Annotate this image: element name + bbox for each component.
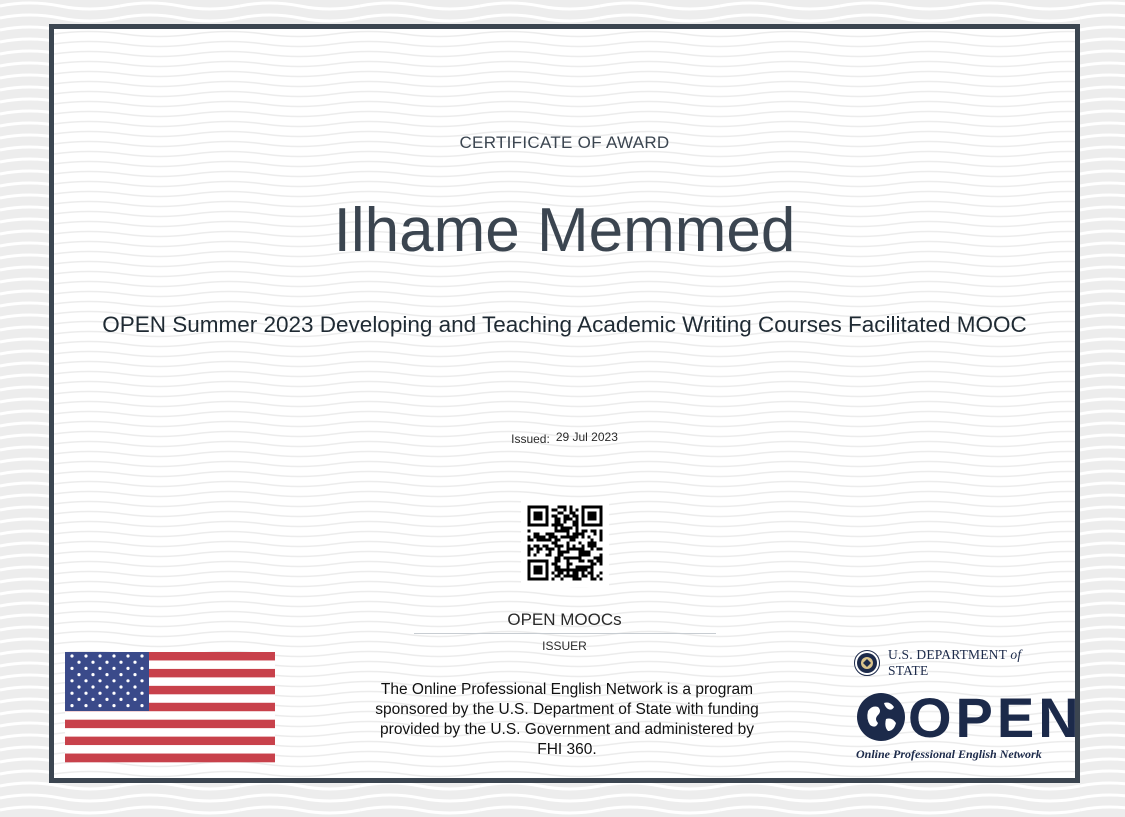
verification-qr-code[interactable] [521,499,609,587]
dos-suffix: STATE [888,663,929,678]
globe-icon [857,693,905,741]
open-logo [854,686,1083,749]
dos-prefix: U.S. DEPARTMENT [888,647,1007,662]
dos-of: of [1010,647,1022,662]
issued-label: Issued: [511,432,550,446]
course-title: OPEN Summer 2023 Developing and Teaching Academic Writing Courses Facilitated MOOC [102,312,1027,337]
open-subtitle: Online Professional English Network [856,747,1042,761]
state-department-seal-icon [854,650,880,676]
qr-code-icon [521,499,609,587]
dos-wordmark [888,647,1059,679]
dos-logo [854,647,1059,678]
open-wordmark: OPEN [908,686,1083,749]
certificate-heading: CERTIFICATE OF AWARD [459,133,670,152]
certificate-frame [49,24,1083,783]
issuer-name: OPEN MOOCs [507,610,622,629]
issuer-divider [414,633,716,634]
issuer-role: ISSUER [542,639,587,653]
us-flag-icon [65,652,275,762]
issued-line [54,430,1075,444]
program-description: The Online Professional English Network is a program sponsored by the U.S. Department of State with funding provided by the U.S. Government and administered by FHI 360. [375,681,759,758]
recipient-name: Ilhame Memmed [333,196,796,265]
issued-date: 29 Jul 2023 [555,430,618,444]
